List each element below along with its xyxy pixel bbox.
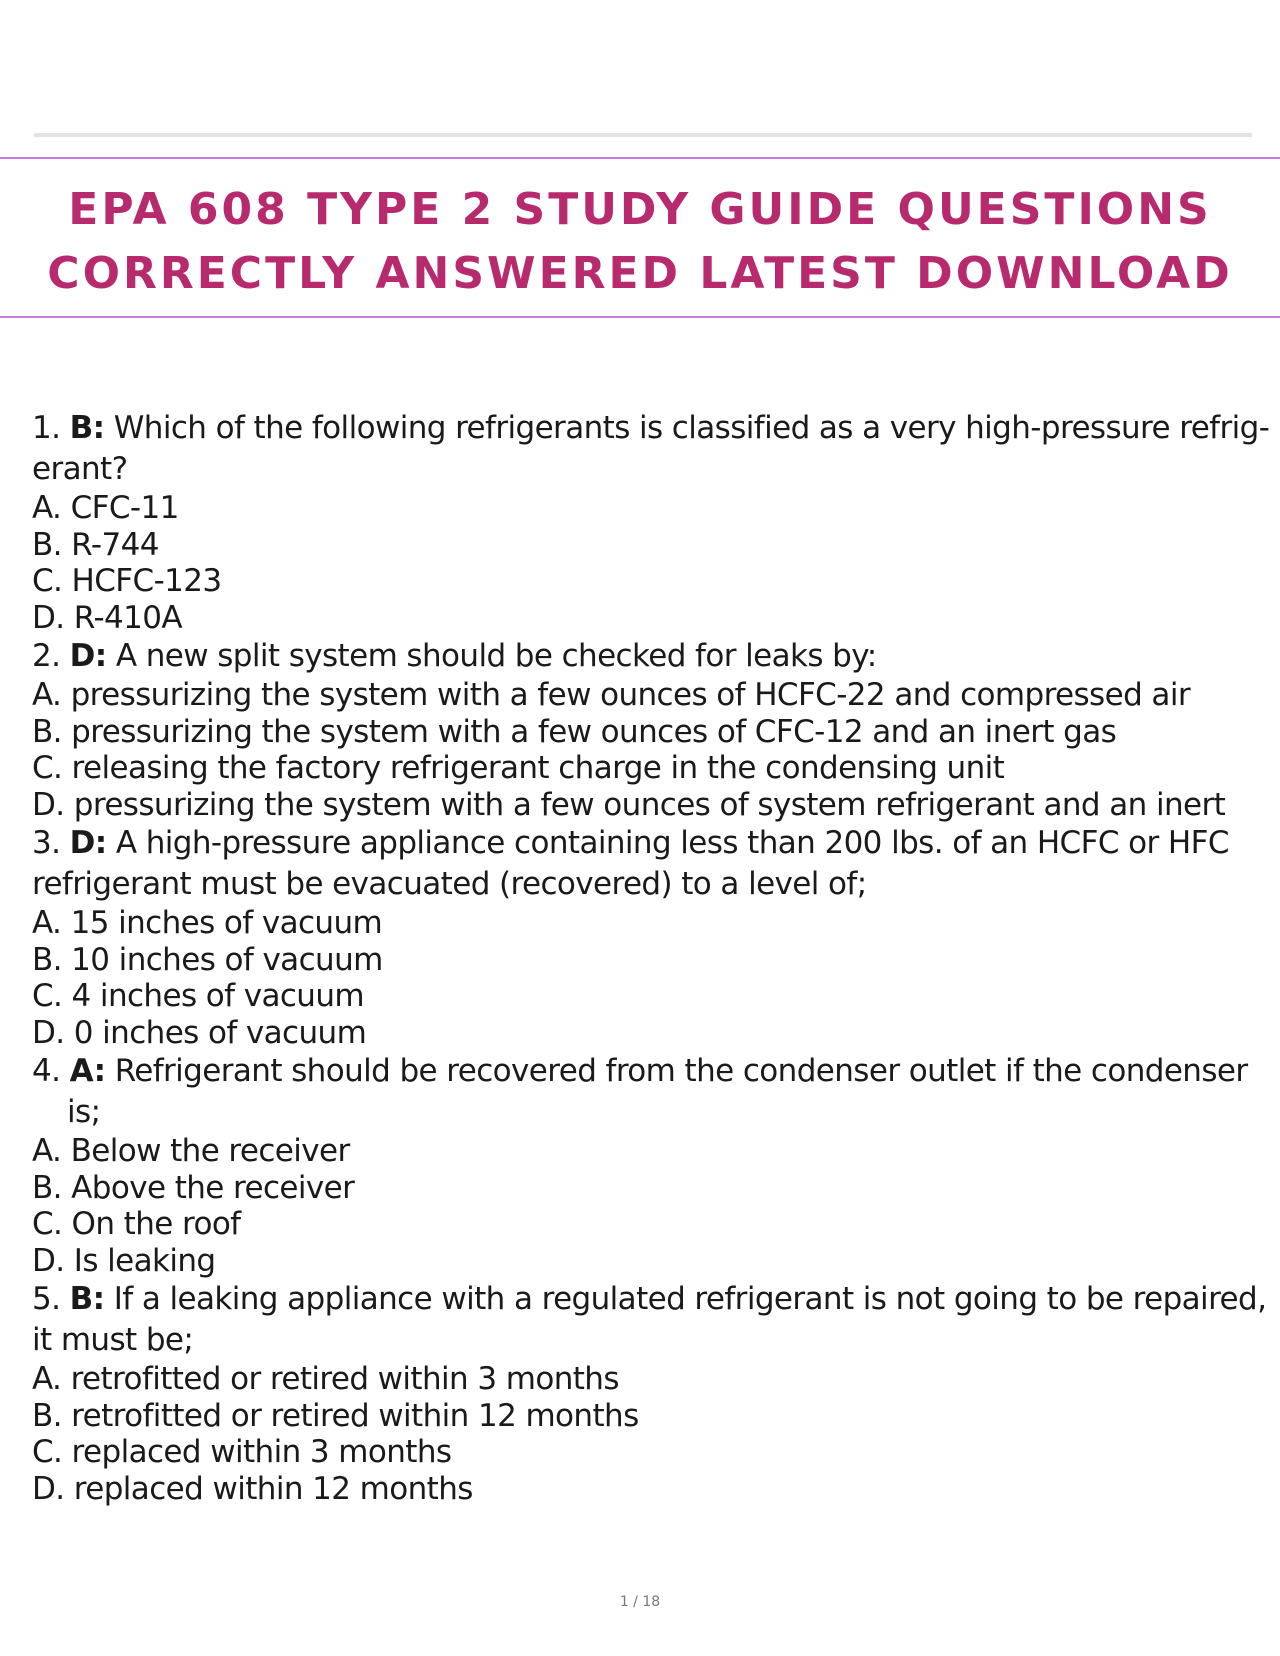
option-b: B. R-744 <box>32 526 159 563</box>
option-d: D. R-410A <box>32 599 183 636</box>
question-block <box>32 636 1280 823</box>
title-line-2: CORRECTLY ANSWERED LATEST DOWNLOAD <box>47 248 1233 299</box>
page-top-divider <box>34 133 1252 137</box>
question-prompt: A new split system should be checked for leaks by: <box>115 638 877 674</box>
option-d: D. pressurizing the system with a few ounces of system refrigerant and an inert <box>32 786 1226 823</box>
question-number: 2. <box>32 638 61 674</box>
option-b: B. Above the receiver <box>32 1169 355 1206</box>
title-bottom-rule <box>0 316 1280 318</box>
option-c: C. 4 inches of vacuum <box>32 978 364 1014</box>
option-a: A. pressurizing the system with a few ounces of HCFC-22 and compressed air <box>32 677 1190 713</box>
question-text <box>32 1051 1280 1133</box>
question-prompt: If a leaking appliance with a regulated refrigerant is not going to be repaired, it must be; <box>32 1281 1267 1358</box>
title-line-1: EPA 608 TYPE 2 STUDY GUIDE QUESTIONS <box>68 184 1212 235</box>
question-prompt: A high-pressure appliance containing less than 200 lbs. of an HCFC or HFC refrigerant must be evacuated (recovered) to a level of; <box>32 825 1229 902</box>
option-a: A. retrofitted or retired within 3 months <box>32 1361 619 1397</box>
question-answer: A: <box>69 1053 106 1089</box>
question-number: 1. <box>32 410 61 446</box>
question-number: 3. <box>32 825 61 861</box>
question-prompt: Refrigerant should be recovered from the condenser outlet if the condenser is; <box>67 1053 1248 1130</box>
question-answer: B: <box>69 1281 105 1317</box>
option-c: C. On the roof <box>32 1206 241 1242</box>
option-d: D. 0 inches of vacuum <box>32 1014 367 1051</box>
option-b: B. pressurizing the system with a few ounces of CFC-12 and an inert gas <box>32 713 1117 750</box>
option-a: A. CFC-11 <box>32 490 179 526</box>
option-d: D. Is leaking <box>32 1242 216 1279</box>
title-top-rule <box>0 157 1280 159</box>
option-c: C. replaced within 3 months <box>32 1434 452 1470</box>
question-number: 4. <box>32 1053 61 1089</box>
question-block <box>32 1279 1280 1507</box>
question-block <box>32 408 1280 636</box>
question-answer: D: <box>69 825 107 861</box>
option-a: A. 15 inches of vacuum <box>32 905 383 941</box>
question-text <box>32 1279 1280 1361</box>
question-answer: D: <box>69 638 107 674</box>
question-text <box>32 408 1280 490</box>
question-list <box>32 408 1280 1507</box>
option-d: D. replaced within 12 months <box>32 1470 473 1507</box>
question-text <box>32 636 1280 677</box>
option-c: C. HCFC-123 <box>32 563 222 599</box>
page-indicator: 1 / 18 <box>619 1594 661 1610</box>
question-block <box>32 1051 1280 1279</box>
question-prompt: Which of the following refrigerants is classified as a very high-pressure refrig- erant? <box>32 410 1270 487</box>
option-b: B. retrofitted or retired within 12 months <box>32 1397 639 1434</box>
option-a: A. Below the receiver <box>32 1133 350 1169</box>
question-answer: B: <box>69 410 105 446</box>
question-text <box>32 823 1280 905</box>
question-block <box>32 823 1280 1051</box>
document-title <box>0 178 1280 306</box>
option-b: B. 10 inches of vacuum <box>32 941 383 978</box>
question-number: 5. <box>32 1281 61 1317</box>
option-c: C. releasing the factory refrigerant charge in the condensing unit <box>32 750 1005 786</box>
